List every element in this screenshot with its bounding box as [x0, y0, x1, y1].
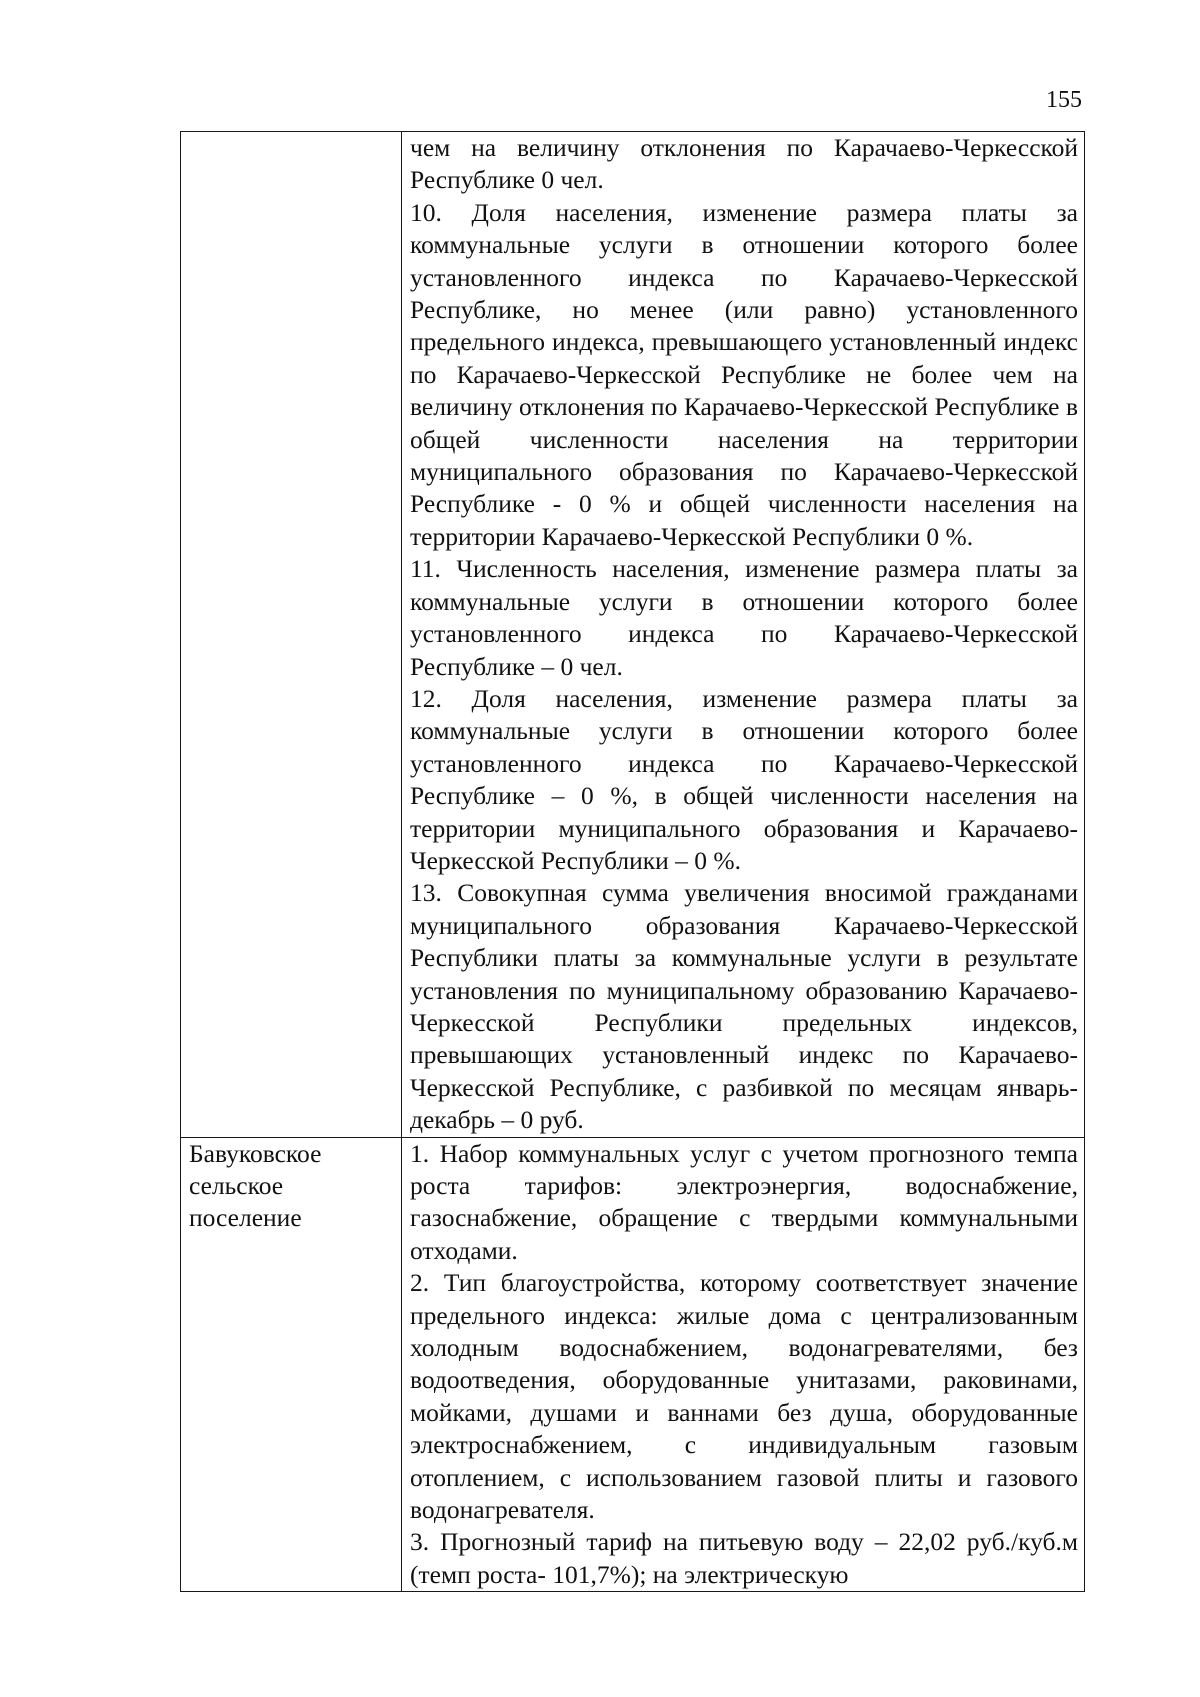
paragraph-item-2: 2. Тип благоустройства, которому соответствует значение предельного индекса: жилые дома с централизованным холодным водоснабжением, водонагревателями, без водоотведения, оборудованные унитазами, раковинами, мойками, душами и ваннами без душа, оборудованные электроснабжением, с индивидуальным газовым отоплением, с использованием газовой плиты и газового водонагревателя. — [410, 1268, 1078, 1525]
page-number: 155 — [1046, 87, 1082, 113]
paragraph-item-13: 13. Совокупная сумма увеличения вносимой гражданами муниципального образования Карачаево-Черкесской Республики платы за коммунальные услуги в результате установления по муниципальному образованию Карачаево-Черкесской Республики предельных индексов, превышающих установленный индекс по Карачаево-Черкесской Республике, с разбивкой по месяцам январь-декабрь – 0 руб. — [410, 878, 1078, 1135]
municipality-name-line: поселение — [189, 1203, 302, 1233]
municipality-cell — [181, 132, 402, 1138]
paragraph-item-11: 11. Численность населения, изменение размера платы за коммунальные услуги в отношении которого более установленного индекса по Карачаево-Черкесской Республике – 0 чел. — [410, 554, 1078, 681]
municipality-name-line: Бавуковское — [189, 1138, 322, 1168]
indicator-table — [180, 131, 1085, 1592]
paragraph-continuation: чем на величину отклонения по Карачаево-Черкесской Республике 0 чел. — [410, 133, 1078, 195]
paragraph-item-12: 12. Доля населения, изменение размера платы за коммунальные услуги в отношении которого более установленного индекса по Карачаево-Черкесской Республике – 0 %, в общей численности населения на территории муниципального образования и Карачаево-Черкесской Республики – 0 %. — [410, 683, 1078, 875]
municipality-name-line: сельское — [189, 1171, 284, 1200]
table-row — [181, 1137, 1085, 1592]
indicators-cell — [402, 132, 1085, 1138]
paragraph-item-3: 3. Прогнозный тариф на питьевую воду – 22,02 руб./куб.м (темп роста- 101,7%); на электрическую — [410, 1527, 1078, 1589]
indicators-cell — [402, 1137, 1085, 1592]
table-row — [181, 132, 1085, 1138]
paragraph-item-1: 1. Набор коммунальных услуг с учетом прогнозного темпа роста тарифов: электроэнергия, водоснабжение, газоснабжение, обращение с твердыми коммунальными отходами. — [410, 1138, 1078, 1265]
municipality-cell — [181, 1137, 402, 1592]
paragraph-item-10: 10. Доля населения, изменение размера платы за коммунальные услуги в отношении которого более установленного индекса по Карачаево-Черкесской Республике, но менее (или равно) установленного предельного индекса, превышающего установленный индекс по Карачаево-Черкесской Республике не более чем на величину отклонения по Карачаево-Черкесской Республике в общей численности населения на территории муниципального образования по Карачаево-Черкесской Республике - 0 % и общей численности населения на территории Карачаево-Черкесской Республики 0 %. — [410, 197, 1078, 551]
